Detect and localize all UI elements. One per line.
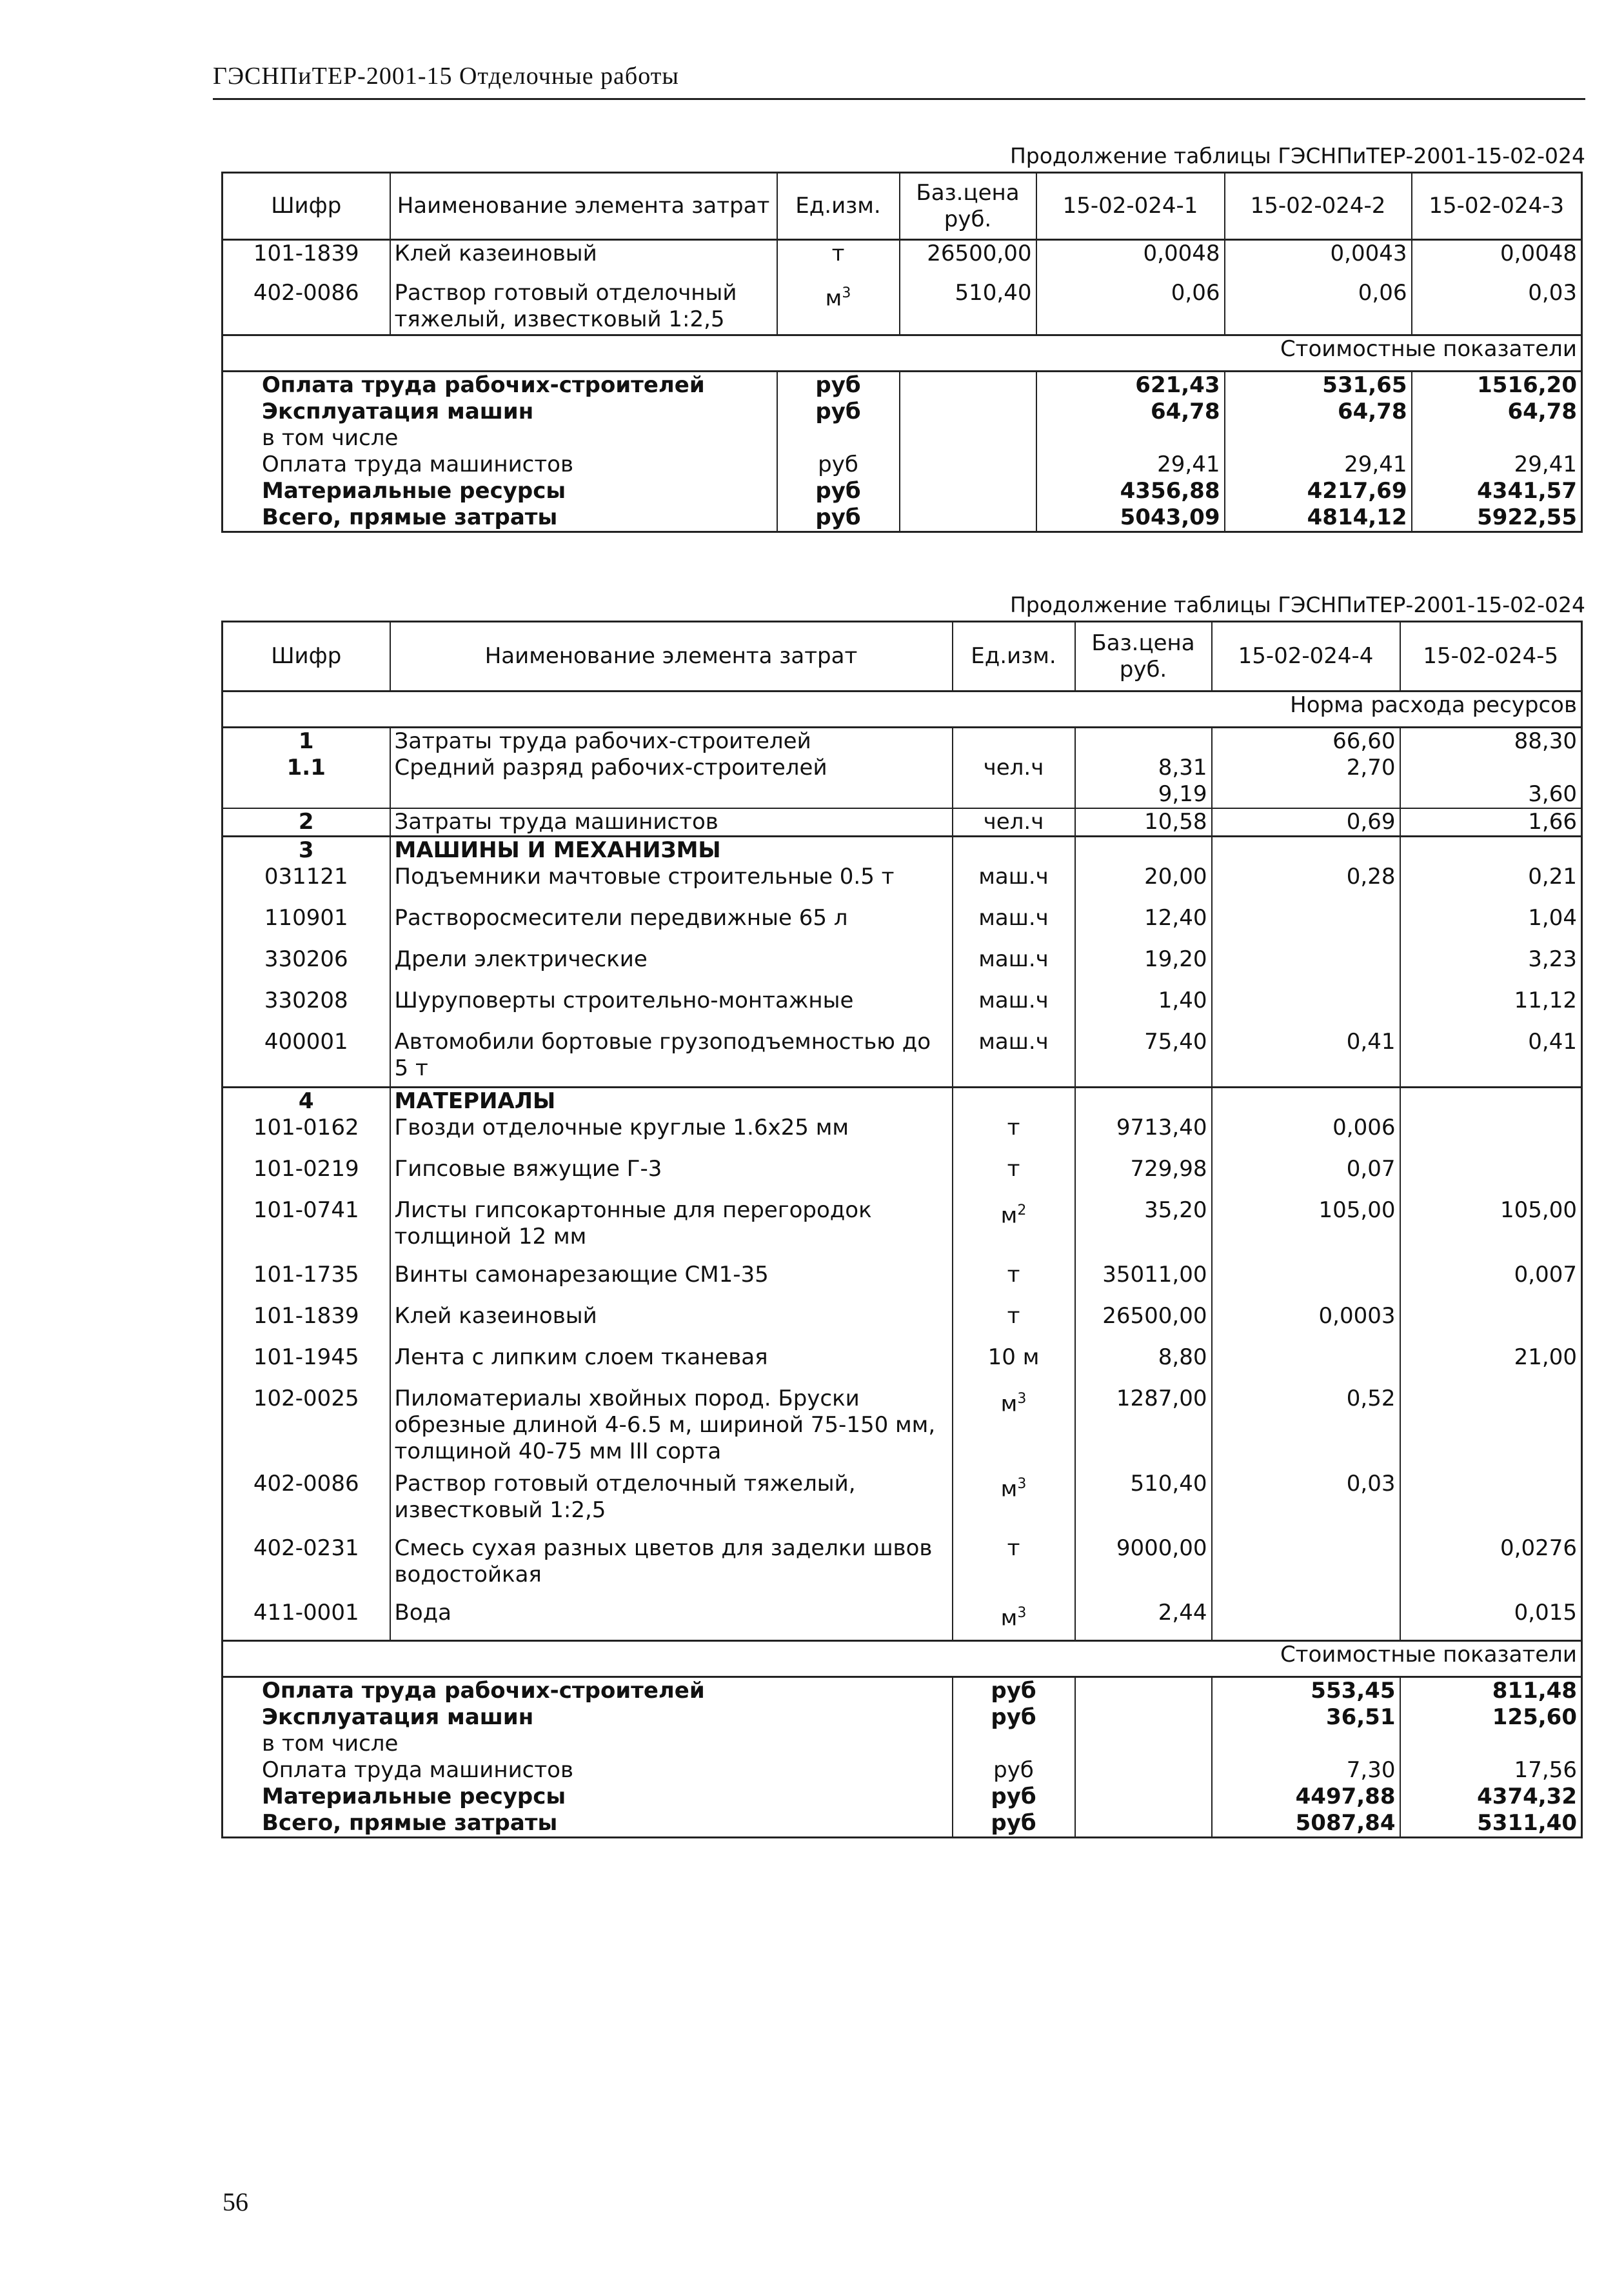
col-header-unit: Ед.изм.	[953, 622, 1075, 692]
cell-unit	[953, 1600, 1075, 1641]
unit-text: т	[1007, 1114, 1020, 1140]
cell-price: 12,40	[1075, 905, 1212, 946]
cell-value-5: 105,00	[1400, 1197, 1582, 1262]
table2	[221, 621, 1583, 1838]
table-row	[223, 988, 1582, 1029]
table-row	[223, 1386, 1582, 1471]
col-header-unit: Ед.изм.	[777, 173, 900, 240]
empty	[1075, 1087, 1212, 1115]
cost-price-empty	[1075, 1810, 1212, 1838]
cell-code: 101-1735	[223, 1262, 390, 1303]
cell-price: 26500,00	[900, 240, 1036, 280]
cell-code	[223, 781, 390, 808]
cost-unit: руб	[777, 452, 900, 478]
cell-code: 411-0001	[223, 1600, 390, 1641]
cell-unit	[777, 240, 900, 280]
cell-unit: маш.ч	[953, 946, 1075, 988]
cell-name: Гипсовые вяжущие Г-3	[390, 1156, 953, 1197]
empty	[1212, 837, 1400, 864]
cost-value-3: 5922,55	[1412, 504, 1582, 532]
norm-heading: Норма расхода ресурсов	[223, 692, 1582, 728]
cell-price: 510,40	[1075, 1471, 1212, 1535]
cell-name: Раствор готовый отделочный тяжелый, известковый 1:2,5	[390, 1471, 953, 1535]
cell-price: 10,58	[1075, 808, 1212, 837]
col-header-2: 15-02-024-2	[1225, 173, 1412, 240]
cell-unit	[953, 1156, 1075, 1197]
cell-unit	[777, 280, 900, 335]
cost-unit	[953, 1731, 1075, 1757]
cell-price: 35011,00	[1075, 1262, 1212, 1303]
cell-name: Шуруповерты строительно-монтажные	[390, 988, 953, 1029]
cell-code: 031121	[223, 864, 390, 905]
cell-name: Затраты труда рабочих-строителей	[390, 728, 953, 755]
cell-code: 330208	[223, 988, 390, 1029]
cost-row	[223, 372, 1582, 399]
cost-heading: Стоимостные показатели	[223, 335, 1582, 372]
cost-row	[223, 504, 1582, 532]
cell-value-2: 0,06	[1225, 280, 1412, 335]
cell-name: Пиломатериалы хвойных пород. Бруски обрезные длиной 4-6.5 м, шириной 75-150 мм, толщиной 40-75 мм III сорта	[390, 1386, 953, 1471]
cost-value-4: 553,45	[1212, 1677, 1400, 1705]
table-row	[223, 1344, 1582, 1386]
cost-unit: руб	[953, 1704, 1075, 1731]
table-row	[223, 1197, 1582, 1262]
cell-value-5	[1400, 1303, 1582, 1344]
cost-name: Оплата труда рабочих-строителей	[223, 372, 777, 399]
cell-code: 1.1	[223, 755, 390, 781]
table-row	[223, 728, 1582, 755]
cell-name: Винты самонарезающие СМ1-35	[390, 1262, 953, 1303]
empty	[1212, 1087, 1400, 1115]
unit-text: т	[1007, 1155, 1020, 1182]
cost-price-empty	[1075, 1757, 1212, 1784]
cost-name: в том числе	[223, 1731, 953, 1757]
cost-value-1: 621,43	[1036, 372, 1225, 399]
cost-price-empty	[1075, 1704, 1212, 1731]
cell-price: 8,80	[1075, 1344, 1212, 1386]
cost-unit: руб	[953, 1784, 1075, 1810]
cell-value-4	[1212, 1535, 1400, 1600]
table2-continuation: Продолжение таблицы ГЭСНПиТЕР-2001-15-02-024	[1009, 592, 1585, 617]
unit-text: т	[831, 241, 845, 266]
cell-code: 402-0086	[223, 1471, 390, 1535]
cell-code: 400001	[223, 1029, 390, 1087]
cost-name: Оплата труда рабочих-строителей	[223, 1677, 953, 1705]
cell-unit: маш.ч	[953, 905, 1075, 946]
cell-unit	[953, 1303, 1075, 1344]
col-header-name: Наименование элемента затрат	[390, 173, 777, 240]
table1	[221, 172, 1583, 533]
cell-price: 2,44	[1075, 1600, 1212, 1641]
cell-name: Подъемники мачтовые строительные 0.5 т	[390, 864, 953, 905]
cost-row	[223, 1784, 1582, 1810]
cell-name: Вода	[390, 1600, 953, 1641]
cell-value-4	[1212, 781, 1400, 808]
unit-text: м	[1000, 1475, 1018, 1502]
cost-unit: руб	[777, 504, 900, 532]
table-row	[223, 1156, 1582, 1197]
cost-row	[223, 478, 1582, 504]
cost-value-1: 4356,88	[1036, 478, 1225, 504]
cell-name: Дрели электрические	[390, 946, 953, 988]
cell-unit	[953, 781, 1075, 808]
cost-heading-row	[223, 1641, 1582, 1677]
cell-code: 402-0086	[223, 280, 390, 335]
cost-value-1	[1036, 425, 1225, 452]
cell-price: 8,31	[1075, 755, 1212, 781]
table-row	[223, 1303, 1582, 1344]
cost-value-2: 64,78	[1225, 399, 1412, 425]
cell-value-5: 0,21	[1400, 864, 1582, 905]
table-row	[223, 905, 1582, 946]
cost-row	[223, 399, 1582, 425]
cost-value-5: 811,48	[1400, 1677, 1582, 1705]
col-header-price: Баз.цена руб.	[1075, 622, 1212, 692]
cell-value-4: 0,69	[1212, 808, 1400, 837]
section-code: 4	[223, 1087, 390, 1115]
table-row	[223, 946, 1582, 988]
col-header-1: 15-02-024-1	[1036, 173, 1225, 240]
cell-price: 729,98	[1075, 1156, 1212, 1197]
cost-value-3: 64,78	[1412, 399, 1582, 425]
cost-row	[223, 452, 1582, 478]
cost-price-empty	[900, 452, 1036, 478]
cell-value-5: 1,04	[1400, 905, 1582, 946]
cell-code: 101-1945	[223, 1344, 390, 1386]
cost-unit: руб	[777, 399, 900, 425]
unit-text: м	[1000, 1604, 1018, 1631]
cell-price: 9000,00	[1075, 1535, 1212, 1600]
cell-name: Гвозди отделочные круглые 1.6х25 мм	[390, 1115, 953, 1156]
unit-exponent: 3	[842, 284, 851, 301]
cost-value-2: 29,41	[1225, 452, 1412, 478]
cost-name: Всего, прямые затраты	[223, 504, 777, 532]
cell-value-4	[1212, 905, 1400, 946]
cost-row	[223, 1677, 1582, 1705]
cost-row	[223, 1704, 1582, 1731]
cost-value-5: 125,60	[1400, 1704, 1582, 1731]
empty	[953, 1087, 1075, 1115]
cell-value-5	[1400, 1386, 1582, 1471]
cell-name: Клей казеиновый	[390, 1303, 953, 1344]
cost-value-1: 5043,09	[1036, 504, 1225, 532]
cost-value-5: 5311,40	[1400, 1810, 1582, 1838]
cost-row	[223, 425, 1582, 452]
cost-price-empty	[900, 372, 1036, 399]
cost-value-4: 5087,84	[1212, 1810, 1400, 1838]
cell-price: 26500,00	[1075, 1303, 1212, 1344]
cost-unit: руб	[953, 1677, 1075, 1705]
cell-value-2: 0,0043	[1225, 240, 1412, 280]
table2-header-row	[223, 622, 1582, 692]
table-row	[223, 1471, 1582, 1535]
cell-value-5: 0,015	[1400, 1600, 1582, 1641]
table-row	[223, 864, 1582, 905]
table-row	[223, 1600, 1582, 1641]
cost-unit: руб	[953, 1810, 1075, 1838]
page-number: 56	[223, 2187, 248, 2216]
unit-text: м	[1000, 1390, 1018, 1417]
cost-unit: руб	[777, 478, 900, 504]
cost-row	[223, 1731, 1582, 1757]
cell-value-4: 0,52	[1212, 1386, 1400, 1471]
cell-price	[1075, 728, 1212, 755]
table-row	[223, 755, 1582, 781]
cost-price-empty	[1075, 1784, 1212, 1810]
cost-value-3: 29,41	[1412, 452, 1582, 478]
cost-row	[223, 1810, 1582, 1838]
cell-unit: чел.ч	[953, 755, 1075, 781]
cost-value-3: 1516,20	[1412, 372, 1582, 399]
cell-value-5: 3,23	[1400, 946, 1582, 988]
cost-value-4	[1212, 1731, 1400, 1757]
table1-continuation: Продолжение таблицы ГЭСНПиТЕР-2001-15-02-024	[1009, 143, 1585, 168]
cost-unit	[777, 425, 900, 452]
table-row	[223, 240, 1582, 280]
cell-price: 9,19	[1075, 781, 1212, 808]
section-heading-row	[223, 1087, 1582, 1115]
unit-text: т	[1007, 1261, 1020, 1288]
table-row	[223, 1029, 1582, 1087]
cell-code: 102-0025	[223, 1386, 390, 1471]
cost-value-5: 17,56	[1400, 1757, 1582, 1784]
cost-value-1: 29,41	[1036, 452, 1225, 478]
cost-name: Оплата труда машинистов	[223, 1757, 953, 1784]
cost-unit: руб	[953, 1757, 1075, 1784]
cell-unit: маш.ч	[953, 1029, 1075, 1087]
cost-name: Материальные ресурсы	[223, 1784, 953, 1810]
unit-text: 10 м	[987, 1344, 1040, 1370]
cost-value-4: 7,30	[1212, 1757, 1400, 1784]
cell-price: 510,40	[900, 280, 1036, 335]
table1-header-row	[223, 173, 1582, 240]
cell-value-5: 0,007	[1400, 1262, 1582, 1303]
cell-name: Затраты труда машинистов	[390, 808, 953, 837]
cell-value-4: 0,0003	[1212, 1303, 1400, 1344]
empty	[1400, 1087, 1582, 1115]
unit-text: м	[825, 284, 842, 311]
cost-name: в том числе	[223, 425, 777, 452]
cell-price: 1287,00	[1075, 1386, 1212, 1471]
cell-value-5	[1400, 755, 1582, 781]
cost-name: Материальные ресурсы	[223, 478, 777, 504]
cell-unit	[953, 1386, 1075, 1471]
col-header-code: Шифр	[223, 622, 390, 692]
cell-value-4	[1212, 1262, 1400, 1303]
cell-value-4	[1212, 946, 1400, 988]
cost-value-2: 531,65	[1225, 372, 1412, 399]
section-heading-row	[223, 837, 1582, 864]
cell-value-4: 0,28	[1212, 864, 1400, 905]
page-header-title: ГЭСНПиТЕР-2001-15 Отделочные работы	[213, 63, 679, 90]
cost-value-2: 4814,12	[1225, 504, 1412, 532]
cell-code: 2	[223, 808, 390, 837]
col-header-code: Шифр	[223, 173, 390, 240]
cell-price: 1,40	[1075, 988, 1212, 1029]
cost-name: Оплата труда машинистов	[223, 452, 777, 478]
empty	[1075, 837, 1212, 864]
header-rule	[213, 98, 1585, 100]
cell-unit	[953, 728, 1075, 755]
table-row	[223, 1262, 1582, 1303]
cost-name: Эксплуатация машин	[223, 399, 777, 425]
unit-text: т	[1007, 1302, 1020, 1329]
cell-value-5	[1400, 1115, 1582, 1156]
cell-unit: маш.ч	[953, 988, 1075, 1029]
cost-heading-row	[223, 335, 1582, 372]
cost-name: Эксплуатация машин	[223, 1704, 953, 1731]
cell-code: 101-0219	[223, 1156, 390, 1197]
cost-price-empty	[900, 399, 1036, 425]
cell-price: 19,20	[1075, 946, 1212, 988]
cell-code: 330206	[223, 946, 390, 988]
empty	[953, 837, 1075, 864]
cell-value-4	[1212, 1344, 1400, 1386]
cell-value-3: 0,0048	[1412, 240, 1582, 280]
cell-price: 20,00	[1075, 864, 1212, 905]
cell-unit	[953, 1535, 1075, 1600]
section-title: МАТЕРИАЛЫ	[390, 1087, 953, 1115]
cell-price: 9713,40	[1075, 1115, 1212, 1156]
table-row	[223, 1535, 1582, 1600]
cell-name: Раствор готовый отделочный тяжелый, известковый 1:2,5	[390, 280, 777, 335]
cell-unit: маш.ч	[953, 864, 1075, 905]
cell-price: 75,40	[1075, 1029, 1212, 1087]
cell-value-3: 0,03	[1412, 280, 1582, 335]
cell-value-4	[1212, 988, 1400, 1029]
cell-code: 101-1839	[223, 1303, 390, 1344]
table-row	[223, 781, 1582, 808]
cost-price-empty	[1075, 1731, 1212, 1757]
cost-value-3: 4341,57	[1412, 478, 1582, 504]
cell-value-1: 0,0048	[1036, 240, 1225, 280]
empty	[1400, 837, 1582, 864]
cell-name: Автомобили бортовые грузоподъемностью до 5 т	[390, 1029, 953, 1087]
col-header-name: Наименование элемента затрат	[390, 622, 953, 692]
section-code: 3	[223, 837, 390, 864]
unit-exponent: 3	[1017, 1604, 1027, 1621]
cost-value-4: 4497,88	[1212, 1784, 1400, 1810]
norm-heading-row	[223, 692, 1582, 728]
cell-value-5: 0,41	[1400, 1029, 1582, 1087]
cost-heading: Стоимостные показатели	[223, 1641, 1582, 1677]
col-header-3: 15-02-024-3	[1412, 173, 1582, 240]
cell-code: 1	[223, 728, 390, 755]
cell-code: 101-0162	[223, 1115, 390, 1156]
cell-value-5: 11,12	[1400, 988, 1582, 1029]
cell-unit	[953, 1344, 1075, 1386]
cell-value-4	[1212, 1600, 1400, 1641]
cost-value-3	[1412, 425, 1582, 452]
cost-price-empty	[1075, 1677, 1212, 1705]
cell-value-4: 105,00	[1212, 1197, 1400, 1262]
col-header-4: 15-02-024-4	[1212, 622, 1400, 692]
cell-name: Клей казеиновый	[390, 240, 777, 280]
cell-name: Растворосмесители передвижные 65 л	[390, 905, 953, 946]
cost-value-2	[1225, 425, 1412, 452]
cost-price-empty	[900, 504, 1036, 532]
cell-unit	[953, 1197, 1075, 1262]
cell-value-4: 66,60	[1212, 728, 1400, 755]
cost-value-5	[1400, 1731, 1582, 1757]
cell-value-5	[1400, 1471, 1582, 1535]
cell-code: 101-1839	[223, 240, 390, 280]
cell-code: 402-0231	[223, 1535, 390, 1600]
cell-code: 110901	[223, 905, 390, 946]
cell-value-5: 21,00	[1400, 1344, 1582, 1386]
cell-unit	[953, 1115, 1075, 1156]
cost-value-1: 64,78	[1036, 399, 1225, 425]
cell-value-5: 0,0276	[1400, 1535, 1582, 1600]
cost-price-empty	[900, 478, 1036, 504]
col-header-price: Баз.цена руб.	[900, 173, 1036, 240]
cost-unit: руб	[777, 372, 900, 399]
col-header-5: 15-02-024-5	[1400, 622, 1582, 692]
cell-code: 101-0741	[223, 1197, 390, 1262]
cell-name	[390, 781, 953, 808]
cost-value-5: 4374,32	[1400, 1784, 1582, 1810]
table-row	[223, 808, 1582, 837]
unit-exponent: 3	[1017, 1390, 1027, 1407]
cost-name: Всего, прямые затраты	[223, 1810, 953, 1838]
cell-value-5: 1,66	[1400, 808, 1582, 837]
cell-value-4: 0,41	[1212, 1029, 1400, 1087]
cell-unit	[953, 1262, 1075, 1303]
unit-text: т	[1007, 1535, 1020, 1561]
cell-value-5: 3,60	[1400, 781, 1582, 808]
cell-unit	[953, 1471, 1075, 1535]
section-title: МАШИНЫ И МЕХАНИЗМЫ	[390, 837, 953, 864]
cell-value-4: 0,03	[1212, 1471, 1400, 1535]
table-row	[223, 1115, 1582, 1156]
cell-value-5: 88,30	[1400, 728, 1582, 755]
cell-value-4: 0,006	[1212, 1115, 1400, 1156]
cost-value-4: 36,51	[1212, 1704, 1400, 1731]
cell-unit: чел.ч	[953, 808, 1075, 837]
cell-name: Лента с липким слоем тканевая	[390, 1344, 953, 1386]
cell-name: Листы гипсокартонные для перегородок толщиной 12 мм	[390, 1197, 953, 1262]
unit-exponent: 2	[1017, 1202, 1027, 1219]
cell-value-4: 0,07	[1212, 1156, 1400, 1197]
cell-price: 35,20	[1075, 1197, 1212, 1262]
unit-exponent: 3	[1017, 1475, 1027, 1492]
unit-text: м	[1000, 1202, 1018, 1228]
cell-value-4: 2,70	[1212, 755, 1400, 781]
cost-row	[223, 1757, 1582, 1784]
cost-value-2: 4217,69	[1225, 478, 1412, 504]
cell-name: Средний разряд рабочих-строителей	[390, 755, 953, 781]
cost-price-empty	[900, 425, 1036, 452]
table-row	[223, 280, 1582, 335]
cell-value-5	[1400, 1156, 1582, 1197]
cell-value-1: 0,06	[1036, 280, 1225, 335]
cell-name: Смесь сухая разных цветов для заделки швов водостойкая	[390, 1535, 953, 1600]
